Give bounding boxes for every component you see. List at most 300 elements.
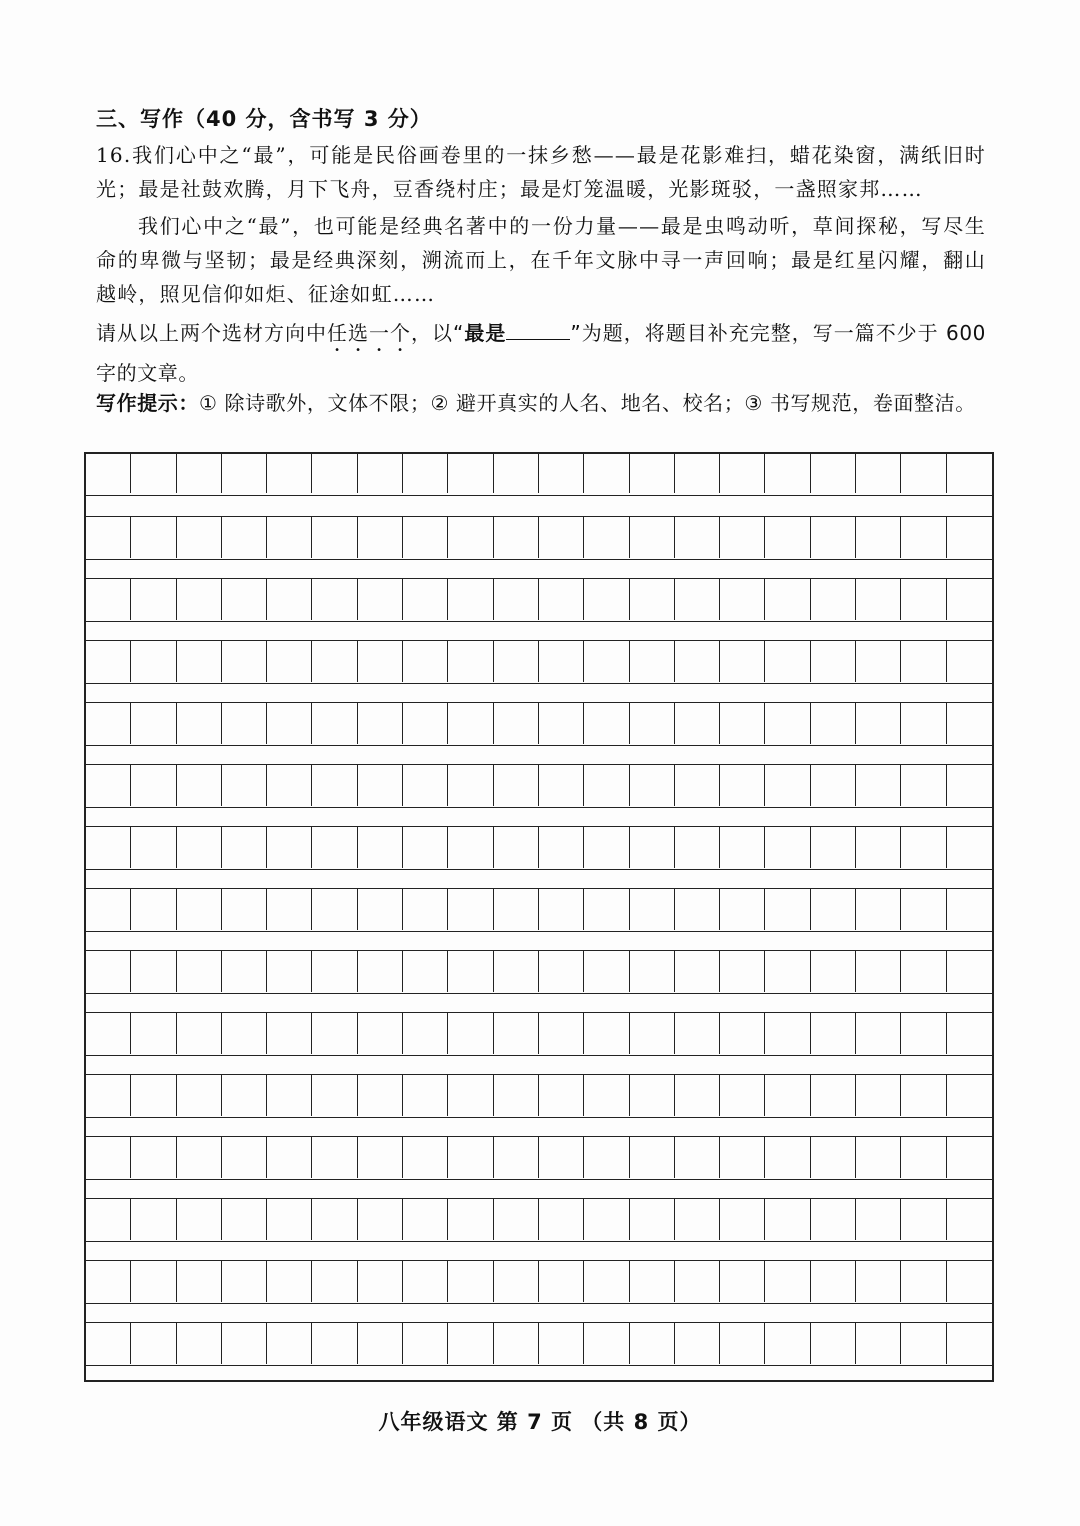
writing-grid-cell[interactable] <box>86 579 131 620</box>
writing-grid-cell[interactable] <box>448 517 493 558</box>
writing-grid-cell[interactable] <box>267 452 312 493</box>
writing-grid-cell[interactable] <box>267 827 312 868</box>
writing-grid-row[interactable] <box>86 702 992 746</box>
writing-grid-cell[interactable] <box>448 579 493 620</box>
writing-grid-cell[interactable] <box>177 1261 222 1302</box>
writing-grid-cell[interactable] <box>403 579 448 620</box>
writing-grid-cell[interactable] <box>766 951 811 992</box>
writing-grid-cell[interactable] <box>630 1261 675 1302</box>
writing-grid-cell[interactable] <box>856 703 901 744</box>
writing-grid-cell[interactable] <box>630 765 675 806</box>
writing-grid-cell[interactable] <box>720 1075 765 1116</box>
writing-grid-cell[interactable] <box>267 889 312 930</box>
writing-grid-cell[interactable] <box>720 889 765 930</box>
writing-grid-cell[interactable] <box>267 1075 312 1116</box>
writing-grid-cell[interactable] <box>539 1199 584 1240</box>
writing-grid-cell[interactable] <box>403 1075 448 1116</box>
writing-grid-cell[interactable] <box>448 951 493 992</box>
writing-grid-cell[interactable] <box>766 889 811 930</box>
writing-grid-cell[interactable] <box>313 579 358 620</box>
writing-grid-cell[interactable] <box>222 1323 267 1364</box>
writing-grid-cell[interactable] <box>630 1013 675 1054</box>
writing-grid-cell[interactable] <box>584 1261 629 1302</box>
writing-grid-cell[interactable] <box>177 1013 222 1054</box>
writing-grid-cell[interactable] <box>494 579 539 620</box>
writing-grid-cell[interactable] <box>131 1323 176 1364</box>
writing-grid-cell[interactable] <box>901 579 946 620</box>
writing-grid-cell[interactable] <box>177 827 222 868</box>
writing-grid-cell[interactable] <box>901 1261 946 1302</box>
writing-grid-cell[interactable] <box>448 889 493 930</box>
writing-grid-cell[interactable] <box>313 517 358 558</box>
writing-grid-cell[interactable] <box>494 951 539 992</box>
writing-grid-cell[interactable] <box>630 889 675 930</box>
writing-grid-cell[interactable] <box>811 1323 856 1364</box>
writing-grid-cell[interactable] <box>539 579 584 620</box>
writing-grid-cell[interactable] <box>403 1323 448 1364</box>
writing-grid-cell[interactable] <box>584 703 629 744</box>
writing-grid-cell[interactable] <box>494 889 539 930</box>
writing-grid-cell[interactable] <box>222 827 267 868</box>
writing-grid-cell[interactable] <box>403 889 448 930</box>
writing-grid-cell[interactable] <box>766 1075 811 1116</box>
writing-grid-cell[interactable] <box>856 827 901 868</box>
writing-grid-cell[interactable] <box>766 1137 811 1178</box>
writing-grid-cell[interactable] <box>766 517 811 558</box>
writing-grid-cell[interactable] <box>584 452 629 493</box>
writing-grid-cell[interactable] <box>720 517 765 558</box>
writing-grid-cell[interactable] <box>720 452 765 493</box>
writing-grid-cell[interactable] <box>313 1137 358 1178</box>
writing-grid-cell[interactable] <box>539 1261 584 1302</box>
writing-grid-cell[interactable] <box>448 1261 493 1302</box>
writing-grid-cell[interactable] <box>901 889 946 930</box>
writing-grid-cell[interactable] <box>675 889 720 930</box>
writing-grid-cell[interactable] <box>630 641 675 682</box>
writing-grid-cell[interactable] <box>131 951 176 992</box>
writing-grid-cell[interactable] <box>313 1075 358 1116</box>
writing-grid-cell[interactable] <box>856 1261 901 1302</box>
writing-grid-cell[interactable] <box>584 1199 629 1240</box>
writing-grid-cell[interactable] <box>856 1199 901 1240</box>
writing-grid-row[interactable] <box>86 1322 992 1366</box>
writing-grid-cell[interactable] <box>177 1323 222 1364</box>
writing-grid-cell[interactable] <box>86 1199 131 1240</box>
writing-grid-cell[interactable] <box>720 703 765 744</box>
writing-grid-cell[interactable] <box>901 1323 946 1364</box>
writing-grid-cell[interactable] <box>901 1199 946 1240</box>
writing-grid-cell[interactable] <box>131 889 176 930</box>
writing-grid-cell[interactable] <box>720 1199 765 1240</box>
writing-grid-cell[interactable] <box>675 703 720 744</box>
writing-grid-cell[interactable] <box>177 641 222 682</box>
writing-grid-cell[interactable] <box>131 452 176 493</box>
writing-grid-cell[interactable] <box>539 889 584 930</box>
writing-grid-cell[interactable] <box>720 827 765 868</box>
writing-grid-cell[interactable] <box>222 517 267 558</box>
writing-grid-cell[interactable] <box>267 1261 312 1302</box>
writing-grid-row[interactable] <box>86 640 992 684</box>
writing-grid-cell[interactable] <box>177 703 222 744</box>
writing-grid-cell[interactable] <box>584 641 629 682</box>
writing-grid-cell[interactable] <box>313 951 358 992</box>
writing-grid-cell[interactable] <box>675 951 720 992</box>
writing-grid-cell[interactable] <box>539 765 584 806</box>
writing-grid-cell[interactable] <box>766 452 811 493</box>
writing-grid-row[interactable] <box>86 1136 992 1180</box>
writing-grid-cell[interactable] <box>403 452 448 493</box>
writing-grid-cell[interactable] <box>358 1323 403 1364</box>
writing-grid-cell[interactable] <box>177 951 222 992</box>
writing-grid-cell[interactable] <box>86 951 131 992</box>
writing-grid-cell[interactable] <box>584 889 629 930</box>
writing-grid-cell[interactable] <box>630 951 675 992</box>
writing-grid-cell[interactable] <box>267 579 312 620</box>
writing-grid-cell[interactable] <box>267 703 312 744</box>
writing-grid-cell[interactable] <box>539 1323 584 1364</box>
writing-grid-cell[interactable] <box>86 1323 131 1364</box>
writing-grid-cell[interactable] <box>901 1013 946 1054</box>
writing-grid-cell[interactable] <box>131 1199 176 1240</box>
writing-grid-cell[interactable] <box>630 452 675 493</box>
writing-grid-cell[interactable] <box>494 641 539 682</box>
writing-grid-cell[interactable] <box>811 1013 856 1054</box>
writing-grid-cell[interactable] <box>222 889 267 930</box>
writing-grid-cell[interactable] <box>358 765 403 806</box>
writing-grid-cell[interactable] <box>313 827 358 868</box>
writing-grid-cell[interactable] <box>358 1261 403 1302</box>
writing-grid-cell[interactable] <box>584 765 629 806</box>
writing-grid-cell[interactable] <box>494 452 539 493</box>
writing-grid-cell[interactable] <box>403 1199 448 1240</box>
writing-grid-cell[interactable] <box>539 827 584 868</box>
writing-grid-cell[interactable] <box>630 703 675 744</box>
writing-grid-cell[interactable] <box>630 1075 675 1116</box>
writing-grid-cell[interactable] <box>86 1261 131 1302</box>
writing-grid-cell[interactable] <box>358 827 403 868</box>
writing-grid-cell[interactable] <box>856 1323 901 1364</box>
writing-grid-cell[interactable] <box>313 1199 358 1240</box>
writing-grid-cell[interactable] <box>358 579 403 620</box>
writing-grid-cell[interactable] <box>267 1199 312 1240</box>
writing-grid-cell[interactable] <box>856 1075 901 1116</box>
writing-grid-cell[interactable] <box>222 452 267 493</box>
writing-grid-cell[interactable] <box>267 765 312 806</box>
writing-grid-cell[interactable] <box>766 1323 811 1364</box>
writing-grid-row[interactable] <box>86 1260 992 1304</box>
writing-grid-cell[interactable] <box>494 1137 539 1178</box>
writing-grid-cell[interactable] <box>267 517 312 558</box>
writing-grid-cell[interactable] <box>222 1013 267 1054</box>
writing-grid-cell[interactable] <box>131 579 176 620</box>
writing-grid-cell[interactable] <box>539 641 584 682</box>
writing-grid-cell[interactable] <box>494 1013 539 1054</box>
writing-grid-cell[interactable] <box>86 703 131 744</box>
writing-grid-cell[interactable] <box>630 517 675 558</box>
writing-grid-cell[interactable] <box>86 517 131 558</box>
writing-grid-cell[interactable] <box>267 1137 312 1178</box>
writing-grid-cell[interactable] <box>766 703 811 744</box>
writing-grid-cell[interactable] <box>766 765 811 806</box>
writing-grid-cell[interactable] <box>630 1323 675 1364</box>
writing-grid-cell[interactable] <box>811 579 856 620</box>
writing-grid-cell[interactable] <box>403 1137 448 1178</box>
writing-grid-cell[interactable] <box>131 765 176 806</box>
writing-grid-cell[interactable] <box>856 1013 901 1054</box>
writing-grid-cell[interactable] <box>494 517 539 558</box>
writing-grid-cell[interactable] <box>177 765 222 806</box>
writing-grid-cell[interactable] <box>448 1199 493 1240</box>
writing-grid-cell[interactable] <box>86 827 131 868</box>
writing-grid-cell[interactable] <box>494 703 539 744</box>
writing-grid-cell[interactable] <box>177 1075 222 1116</box>
writing-grid-cell[interactable] <box>811 517 856 558</box>
writing-grid-cell[interactable] <box>856 517 901 558</box>
writing-grid-cell[interactable] <box>675 1013 720 1054</box>
writing-grid-cell[interactable] <box>403 765 448 806</box>
writing-grid-row[interactable] <box>86 826 992 870</box>
writing-grid-cell[interactable] <box>177 517 222 558</box>
writing-grid-cell[interactable] <box>86 1013 131 1054</box>
writing-grid-row[interactable] <box>86 950 992 994</box>
writing-grid-cell[interactable] <box>630 579 675 620</box>
writing-grid-cell[interactable] <box>539 517 584 558</box>
writing-grid-cell[interactable] <box>177 452 222 493</box>
writing-grid-cell[interactable] <box>720 1261 765 1302</box>
writing-grid-cell[interactable] <box>856 1137 901 1178</box>
writing-grid-cell[interactable] <box>856 765 901 806</box>
writing-grid-cell[interactable] <box>856 452 901 493</box>
writing-grid-cell[interactable] <box>720 1137 765 1178</box>
writing-grid-cell[interactable] <box>630 1199 675 1240</box>
writing-grid-cell[interactable] <box>901 827 946 868</box>
writing-grid-cell[interactable] <box>630 827 675 868</box>
writing-grid-cell[interactable] <box>222 951 267 992</box>
writing-grid-cell[interactable] <box>86 1137 131 1178</box>
writing-grid-cell[interactable] <box>403 1013 448 1054</box>
writing-grid-cell[interactable] <box>766 1199 811 1240</box>
writing-grid-cell[interactable] <box>222 579 267 620</box>
writing-grid-cell[interactable] <box>494 1323 539 1364</box>
writing-grid-row[interactable] <box>86 764 992 808</box>
writing-grid-cell[interactable] <box>811 951 856 992</box>
writing-grid-cell[interactable] <box>86 765 131 806</box>
writing-grid-cell[interactable] <box>86 641 131 682</box>
writing-grid-cell[interactable] <box>675 1199 720 1240</box>
writing-grid-cell[interactable] <box>811 703 856 744</box>
writing-grid-cell[interactable] <box>675 1261 720 1302</box>
writing-grid-cell[interactable] <box>86 889 131 930</box>
writing-grid-cell[interactable] <box>901 1137 946 1178</box>
writing-grid-cell[interactable] <box>313 1323 358 1364</box>
writing-grid-cell[interactable] <box>177 1199 222 1240</box>
writing-grid-cell[interactable] <box>675 517 720 558</box>
writing-grid-cell[interactable] <box>584 1137 629 1178</box>
writing-grid-cell[interactable] <box>222 1261 267 1302</box>
writing-grid-cell[interactable] <box>539 1075 584 1116</box>
writing-grid-cell[interactable] <box>358 1013 403 1054</box>
writing-grid-cell[interactable] <box>811 889 856 930</box>
writing-grid-cell[interactable] <box>222 1075 267 1116</box>
writing-grid-cell[interactable] <box>539 1013 584 1054</box>
writing-grid-cell[interactable] <box>675 765 720 806</box>
writing-grid-cell[interactable] <box>675 579 720 620</box>
writing-grid-cell[interactable] <box>403 827 448 868</box>
writing-grid-cell[interactable] <box>584 1075 629 1116</box>
writing-grid-cell[interactable] <box>131 703 176 744</box>
writing-grid-cell[interactable] <box>313 889 358 930</box>
writing-grid-cell[interactable] <box>86 452 131 493</box>
writing-grid-cell[interactable] <box>720 951 765 992</box>
writing-grid-cell[interactable] <box>267 641 312 682</box>
writing-grid-cell[interactable] <box>901 452 946 493</box>
writing-grid-cell[interactable] <box>131 1075 176 1116</box>
writing-grid-cell[interactable] <box>358 951 403 992</box>
writing-grid-cell[interactable] <box>720 579 765 620</box>
writing-grid-cell[interactable] <box>766 641 811 682</box>
writing-grid-cell[interactable] <box>675 641 720 682</box>
writing-grid-row[interactable] <box>86 578 992 622</box>
writing-grid-cell[interactable] <box>720 1323 765 1364</box>
writing-grid-cell[interactable] <box>811 827 856 868</box>
writing-grid-cell[interactable] <box>811 452 856 493</box>
writing-grid-cell[interactable] <box>448 1323 493 1364</box>
writing-grid-cell[interactable] <box>448 827 493 868</box>
writing-grid-cell[interactable] <box>313 641 358 682</box>
writing-grid-cell[interactable] <box>494 765 539 806</box>
writing-grid-cell[interactable] <box>901 641 946 682</box>
writing-grid-cell[interactable] <box>131 641 176 682</box>
writing-grid-cell[interactable] <box>403 703 448 744</box>
writing-grid-cell[interactable] <box>222 1137 267 1178</box>
writing-grid-cell[interactable] <box>222 703 267 744</box>
writing-grid-cell[interactable] <box>494 1199 539 1240</box>
writing-grid-cell[interactable] <box>494 1075 539 1116</box>
writing-grid-cell[interactable] <box>131 827 176 868</box>
writing-grid-cell[interactable] <box>856 951 901 992</box>
writing-grid-cell[interactable] <box>313 452 358 493</box>
writing-grid-cell[interactable] <box>766 1261 811 1302</box>
writing-grid-cell[interactable] <box>358 1137 403 1178</box>
writing-grid-cell[interactable] <box>448 703 493 744</box>
writing-grid-row[interactable] <box>86 1074 992 1118</box>
writing-grid-row[interactable] <box>86 1198 992 1242</box>
writing-grid-cell[interactable] <box>403 1261 448 1302</box>
writing-grid-cell[interactable] <box>539 1137 584 1178</box>
writing-grid-cell[interactable] <box>403 517 448 558</box>
writing-grid-cell[interactable] <box>539 452 584 493</box>
writing-grid-cell[interactable] <box>675 1137 720 1178</box>
writing-grid-cell[interactable] <box>675 452 720 493</box>
writing-grid-cell[interactable] <box>539 951 584 992</box>
writing-grid-cell[interactable] <box>675 1075 720 1116</box>
writing-grid-cell[interactable] <box>403 951 448 992</box>
writing-grid-cell[interactable] <box>313 703 358 744</box>
writing-grid-cell[interactable] <box>811 765 856 806</box>
writing-grid-cell[interactable] <box>222 641 267 682</box>
writing-grid-cell[interactable] <box>448 1137 493 1178</box>
writing-grid-cell[interactable] <box>584 1323 629 1364</box>
writing-grid-cell[interactable] <box>630 1137 675 1178</box>
writing-grid-cell[interactable] <box>313 765 358 806</box>
writing-grid-cell[interactable] <box>358 1199 403 1240</box>
writing-grid-cell[interactable] <box>901 517 946 558</box>
writing-grid-cell[interactable] <box>177 889 222 930</box>
writing-grid-cell[interactable] <box>901 703 946 744</box>
writing-grid-cell[interactable] <box>358 1075 403 1116</box>
writing-grid-cell[interactable] <box>720 641 765 682</box>
writing-grid-cell[interactable] <box>267 1013 312 1054</box>
writing-grid-row[interactable] <box>86 888 992 932</box>
writing-grid-cell[interactable] <box>448 1075 493 1116</box>
writing-grid-cell[interactable] <box>720 1013 765 1054</box>
writing-grid-cell[interactable] <box>811 641 856 682</box>
writing-grid-cell[interactable] <box>584 1013 629 1054</box>
writing-grid-cell[interactable] <box>222 765 267 806</box>
writing-grid-cell[interactable] <box>494 1261 539 1302</box>
writing-grid-cell[interactable] <box>448 641 493 682</box>
writing-grid-cell[interactable] <box>448 1013 493 1054</box>
writing-grid-cell[interactable] <box>901 951 946 992</box>
writing-grid-cell[interactable] <box>358 641 403 682</box>
writing-grid-cell[interactable] <box>358 452 403 493</box>
writing-grid-row[interactable] <box>86 452 992 496</box>
writing-grid-cell[interactable] <box>131 1261 176 1302</box>
writing-grid-cell[interactable] <box>584 951 629 992</box>
writing-grid-cell[interactable] <box>856 889 901 930</box>
writing-grid-cell[interactable] <box>177 1137 222 1178</box>
writing-grid-cell[interactable] <box>267 951 312 992</box>
writing-grid-cell[interactable] <box>675 827 720 868</box>
writing-grid-cell[interactable] <box>358 703 403 744</box>
writing-grid-cell[interactable] <box>811 1075 856 1116</box>
writing-grid-cell[interactable] <box>131 1013 176 1054</box>
writing-grid-cell[interactable] <box>222 1199 267 1240</box>
writing-grid-cell[interactable] <box>811 1199 856 1240</box>
writing-grid-cell[interactable] <box>584 579 629 620</box>
writing-grid-row[interactable] <box>86 1012 992 1056</box>
writing-grid-cell[interactable] <box>584 827 629 868</box>
writing-grid-cell[interactable] <box>811 1137 856 1178</box>
writing-grid-cell[interactable] <box>539 703 584 744</box>
writing-grid-cell[interactable] <box>448 765 493 806</box>
writing-grid-cell[interactable] <box>856 641 901 682</box>
writing-grid-row[interactable] <box>86 516 992 560</box>
writing-grid-cell[interactable] <box>494 827 539 868</box>
writing-grid-cell[interactable] <box>177 579 222 620</box>
writing-grid-cell[interactable] <box>766 827 811 868</box>
writing-grid-cell[interactable] <box>675 1323 720 1364</box>
writing-grid-cell[interactable] <box>901 1075 946 1116</box>
writing-grid-cell[interactable] <box>856 579 901 620</box>
writing-grid-cell[interactable] <box>267 1323 312 1364</box>
writing-grid-cell[interactable] <box>358 889 403 930</box>
writing-grid-cell[interactable] <box>86 1075 131 1116</box>
writing-grid-cell[interactable] <box>313 1013 358 1054</box>
writing-grid-cell[interactable] <box>766 579 811 620</box>
writing-grid-cell[interactable] <box>811 1261 856 1302</box>
writing-grid-cell[interactable] <box>131 517 176 558</box>
writing-grid-cell[interactable] <box>358 517 403 558</box>
writing-grid-cell[interactable] <box>131 1137 176 1178</box>
writing-grid-cell[interactable] <box>766 1013 811 1054</box>
writing-grid-cell[interactable] <box>901 765 946 806</box>
writing-grid-cell[interactable] <box>313 1261 358 1302</box>
writing-grid-cell[interactable] <box>584 517 629 558</box>
writing-grid-cell[interactable] <box>403 641 448 682</box>
writing-grid-cell[interactable] <box>448 452 493 493</box>
writing-grid-cell[interactable] <box>720 765 765 806</box>
